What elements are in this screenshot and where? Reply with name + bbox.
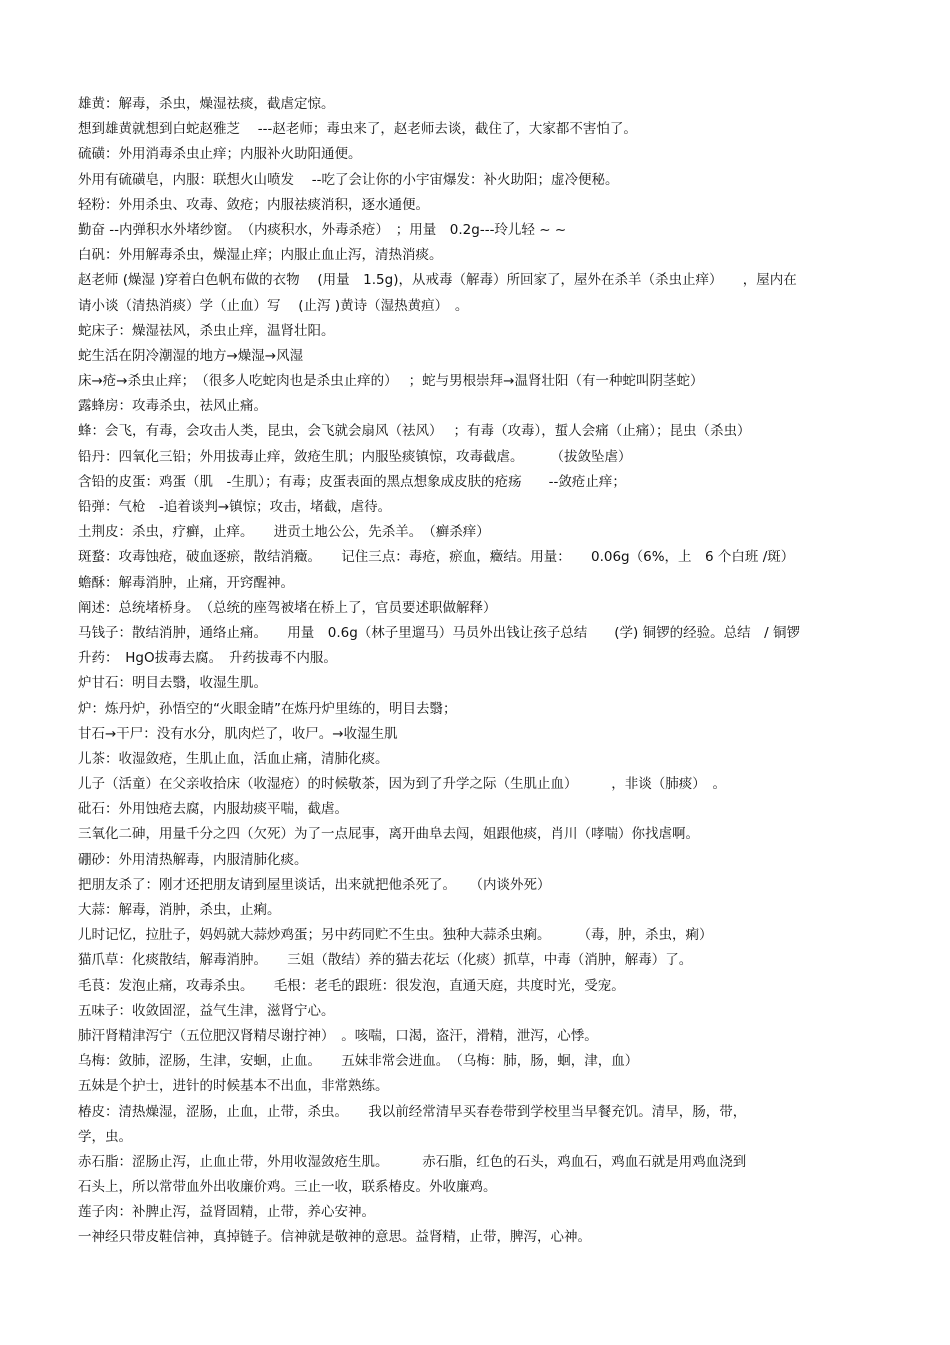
text-line: 五妹是个护士，进针的时候基本不出血，非常熟练。 bbox=[78, 1078, 389, 1095]
text-line: 三氧化二砷，用量千分之四（欠死）为了一点屁事，离开曲阜去闯，姐跟他痰，肖川（哮喘）你找虐啊。 bbox=[78, 826, 699, 843]
text-line: 毛茛：发泡止痛，攻毒杀虫。 毛根：老毛的跟班：很发泡，直通天庭，共度时光，受宠。 bbox=[78, 977, 625, 994]
text-line: 蛇床子：燥湿祛风，杀虫止痒，温肾壮阳。 bbox=[78, 322, 335, 339]
text-line: 莲子肉：补脾止泻，益肾固精，止带，养心安神。 bbox=[78, 1204, 375, 1221]
text-line: 铅丹：四氧化三铅；外用拔毒止痒，敛疮生肌；内服坠痰镇惊，攻毒截虐。 （拔敛坠虐） bbox=[78, 448, 632, 465]
text-line: 勤奋 --内弹积水外堵纱窗。 （内痰积水，外毒杀疮） ；用量 0.2g---玲儿轻 ~ ~ bbox=[78, 221, 567, 238]
text-line: 甘石→干尸：没有水分，肌肉烂了，收尸。→收湿生肌 bbox=[78, 725, 398, 742]
text-line: 一神经只带皮鞋信神，真掉链子。信神就是敬神的意思。益肾精，止带，脾泻，心神。 bbox=[78, 1229, 591, 1246]
text-line: 马钱子：散结消肿，通络止痛。 用量 0.6g（林子里遛马）马员外出钱让孩子总结 (学) 铜锣的经验。总结 / 铜锣 bbox=[78, 624, 800, 641]
text-line: 学，虫。 bbox=[78, 1128, 132, 1145]
text-line: 猫爪草：化痰散结，解毒消肿。 三姐（散结）养的猫去花坛（化痰）抓草，中毒（消肿，解毒）了。 bbox=[78, 952, 693, 969]
text-line: 轻粉：外用杀虫、攻毒、敛疮；内服祛痰消积，逐水通便。 bbox=[78, 196, 429, 213]
text-line: 乌梅：敛肺，涩肠，生津，安蛔，止血。 五妹非常会进血。 （乌梅：肺，肠，蛔，津，血） bbox=[78, 1053, 639, 1070]
text-line: 五味子：收敛固涩，益气生津，滋肾宁心。 bbox=[78, 1002, 335, 1019]
text-line: 椿皮：清热燥湿，涩肠，止血，止带，杀虫。 我以前经常清早买春卷带到学校里当早餐充饥。清早，肠，带， bbox=[78, 1103, 747, 1120]
text-line: 含铅的皮蛋：鸡蛋（肌 -生肌）；有毒；皮蛋表面的黑点想象成皮肤的疮疡 --敛疮止痒； bbox=[78, 473, 626, 490]
text-line: 想到雄黄就想到白蛇赵雅芝 ---赵老师；毒虫来了，赵老师去谈，截住了，大家都不害怕了。 bbox=[78, 121, 637, 138]
text-line: 白矾：外用解毒杀虫，燥湿止痒；内服止血止泻，清热消痰。 bbox=[78, 247, 443, 264]
text-line: 斑蝥：攻毒蚀疮，破血逐瘀，散结消癥。 记住三点：毒疮，瘀血，癥结。用量： 0.06g（6%，上 6 个白班 /斑） bbox=[78, 549, 795, 566]
text-line: 床→疮→杀虫止痒； （很多人吃蛇肉也是杀虫止痒的） ；蛇与男根崇拜→温肾壮阳（有一种蛇叫阴茎蛇） bbox=[78, 373, 704, 390]
text-line: 炉：炼丹炉，孙悟空的“火眼金睛”在炼丹炉里练的，明目去翳； bbox=[78, 700, 457, 717]
text-line: 请小谈（清热消痰）学（止血）写 (止泻 )黄诗（湿热黄疸） 。 bbox=[78, 297, 469, 314]
text-line: 升药： HgO拔毒去腐。 升药拔毒不内服。 bbox=[78, 650, 337, 667]
text-line: 蟾酥：解毒消肿，止痛，开窍醒神。 bbox=[78, 574, 294, 591]
text-line: 赵老师 (燥湿 )穿着白色帆布做的衣物 (用量 1.5g)，从戒毒（解毒）所回家了，屋外在杀羊（杀虫止痒） ，屋内在 bbox=[78, 272, 797, 289]
text-line: 硫磺：外用消毒杀虫止痒；内服补火助阳通便。 bbox=[78, 146, 362, 163]
text-line: 儿茶：收湿敛疮，生肌止血，活血止痛，清肺化痰。 bbox=[78, 750, 389, 767]
text-line: 露蜂房：攻毒杀虫，祛风止痛。 bbox=[78, 398, 267, 415]
text-line: 外用有硫磺皂，内服：联想火山喷发 --吃了会让你的小宇宙爆发：补火助阳；虚冷便秘。 bbox=[78, 171, 619, 188]
text-line: 土荆皮：杀虫，疗癣，止痒。 进贡土地公公，先杀羊。 （癣杀痒） bbox=[78, 524, 490, 541]
text-line: 肺汗肾精津泻宁（五位肥汉肾精尽谢拧神） 。咳喘，口渴，盗汗，滑精，泄泻，心悸。 bbox=[78, 1027, 598, 1044]
text-line: 把朋友杀了：刚才还把朋友请到屋里谈话，出来就把他杀死了。 （内谈外死） bbox=[78, 876, 551, 893]
text-line: 硼砂：外用清热解毒，内服清肺化痰。 bbox=[78, 851, 308, 868]
text-line: 石头上，所以常带血外出收廉价鸡。三止一收，联系椿皮。外收廉鸡。 bbox=[78, 1179, 497, 1196]
text-line: 蛇生活在阴冷潮湿的地方→燥湿→风湿 bbox=[78, 347, 304, 364]
document-body bbox=[78, 92, 878, 1251]
text-line: 砒石：外用蚀疮去腐，内服劫痰平喘，截虐。 bbox=[78, 801, 348, 818]
text-line: 儿子（活童）在父亲收拾床（收湿疮）的时候敬茶，因为到了升学之际（生肌止血） ，非谈（肺痰） 。 bbox=[78, 776, 726, 793]
text-line: 铅弹：气枪 -追着谈判→镇惊；攻击，堵截，虐待。 bbox=[78, 499, 392, 515]
text-line: 儿时记忆，拉肚子，妈妈就大蒜炒鸡蛋；另中药同贮不生虫。独种大蒜杀虫痢。 （毒，肿，杀虫，痢） bbox=[78, 927, 713, 944]
text-line: 蜂：会飞，有毒，会攻击人类，昆虫，会飞就会扇风（祛风） ；有毒（攻毒），蜇人会痛（止痛）；昆虫（杀虫） bbox=[78, 423, 751, 440]
text-line: 雄黄：解毒，杀虫，燥湿祛痰，截虐定惊。 bbox=[78, 96, 335, 112]
text-line: 大蒜：解毒，消肿，杀虫，止痢。 bbox=[78, 902, 281, 918]
text-line: 赤石脂：涩肠止泻，止血止带，外用收湿敛疮生肌。 赤石脂，红色的石头，鸡血石，鸡血石就是用鸡血浇到 bbox=[78, 1153, 747, 1170]
text-line: 阐述：总统堵桥身。 （总统的座驾被堵在桥上了，官员要述职做解释） bbox=[78, 599, 497, 616]
text-line: 炉甘石：明目去翳，收湿生肌。 bbox=[78, 675, 267, 692]
